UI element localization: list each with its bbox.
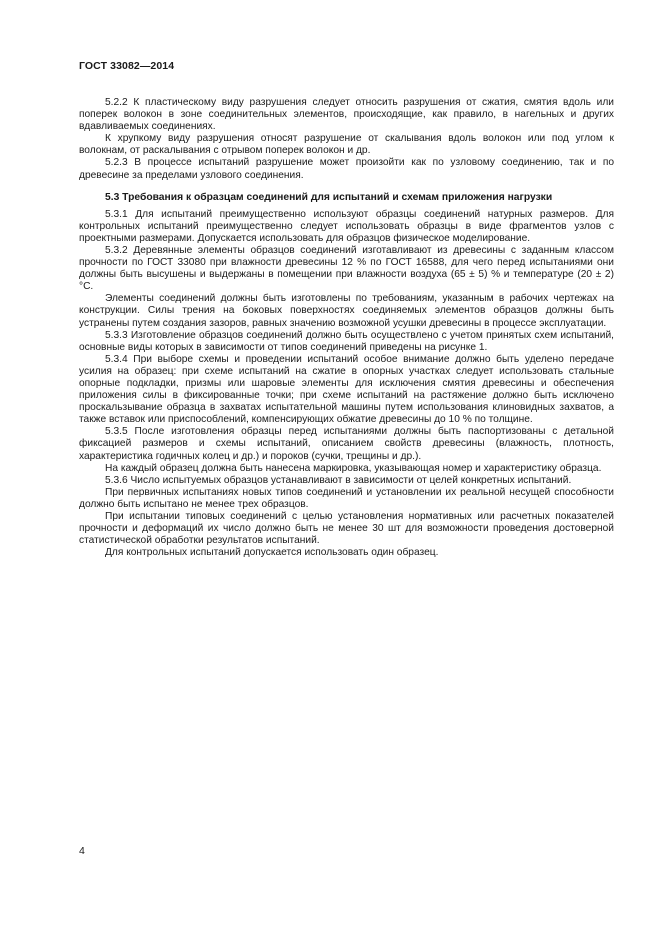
paragraph-5-3-3: 5.3.3 Изготовление образцов соединений должно быть осуществлено с учетом принятых схем испытаний, основные виды которых в зависимости от типов соединений приведены на рисунке 1. <box>79 329 614 353</box>
paragraph-5-3-2: 5.3.2 Деревянные элементы образцов соединений изготавливают из древесины с заданным классом прочности по ГОСТ 33080 при влажности древесины 12 % по ГОСТ 16588, для чего перед испытаниями они должны быть высушены и выдержаны в помещении при влажности воздуха (65 ± 5) % и температуре (20 ± 2) °С. <box>79 244 614 293</box>
paragraph-marking: На каждый образец должна быть нанесена маркировка, указывающая номер и характеристику образца. <box>105 462 602 474</box>
paragraph-5-3-5: 5.3.5 После изготовления образцы перед испытаниями должны быть паспортизованы с детальной фиксацией размеров и схемы испытаний, описанием свойств древесины (влажность, плотность, характеристика годичных колец и др.) и пороков (сучки, трещины и др.). <box>79 426 614 462</box>
paragraph-brittle-failure: К хрупкому виду разрушения относят разрушение от скалывания вдоль волокон или под углом к волокнам, от раскалывания с отрывом поперек волокон и др. <box>79 133 614 157</box>
page-number: 4 <box>79 845 85 857</box>
paragraph-5-3-1: 5.3.1 Для испытаний преимущественно используют образцы соединений натурных размеров. Для контрольных испытаний преимущественно следует использовать образцы в виде фрагментов узлов с проектными размерами. Допускается использовать для образцов физическое моделирование. <box>79 208 614 244</box>
paragraph-5-3-4: 5.3.4 При выборе схемы и проведении испытаний особое внимание должно быть уделено передаче усилия на образец: при схеме испытаний на сжатие в опорных участках следует использовать стальные опорные подкладки, призмы или шаровые элементы для исключения смятия древесины и обеспечения приложения силы в фиксированные точки; при схеме испытаний на растяжение должно быть исключено проскальзывание образца в захватах испытательной машины путем использования клиновидных захватов, а также вставок или приспособлений, компенсирующих обжатие древесины до 10 % по толщине. <box>79 353 614 426</box>
paragraph-typical-tests: При испытании типовых соединений с целью установления нормативных или расчетных показателей прочности и деформаций их число должно быть не менее 30 шт для возможности проведения достоверной статистической обработки результатов испытаний. <box>79 511 614 547</box>
paragraph-joint-elements: Элементы соединений должны быть изготовлены по требованиям, указанным в рабочих чертежах на конструкции. Силы трения на боковых поверхностях соединяемых элементов образцов должны быть устранены путем создания зазоров, равных значению возможной усушки древесины в процессе эксплуатации. <box>79 293 614 329</box>
document-body <box>79 97 614 559</box>
paragraph-control-tests: Для контрольных испытаний допускается использовать один образец. <box>105 547 439 559</box>
document-header: ГОСТ 33082—2014 <box>79 60 175 72</box>
paragraph-5-2-2: 5.2.2 К пластическому виду разрушения следует относить разрушения от сжатия, смятия вдоль или поперек волокон в зоне соединительных элементов, происходящие, как правило, в нагельных и других вдавливаемых соединениях. <box>79 97 614 133</box>
paragraph-primary-tests: При первичных испытаниях новых типов соединений и установлении их реальной несущей способности должно быть испытано не менее трех образцов. <box>79 486 614 510</box>
paragraph-5-3-6: 5.3.6 Число испытуемых образцов устанавливают в зависимости от целей конкретных испытаний. <box>105 474 572 486</box>
paragraph-5-2-3: 5.2.3 В процессе испытаний разрушение может произойти как по узловому соединению, так и по древесине за пределами узлового соединения. <box>79 157 614 181</box>
section-heading-5-3: 5.3 Требования к образцам соединений для испытаний и схемам приложения нагрузки <box>105 191 553 203</box>
